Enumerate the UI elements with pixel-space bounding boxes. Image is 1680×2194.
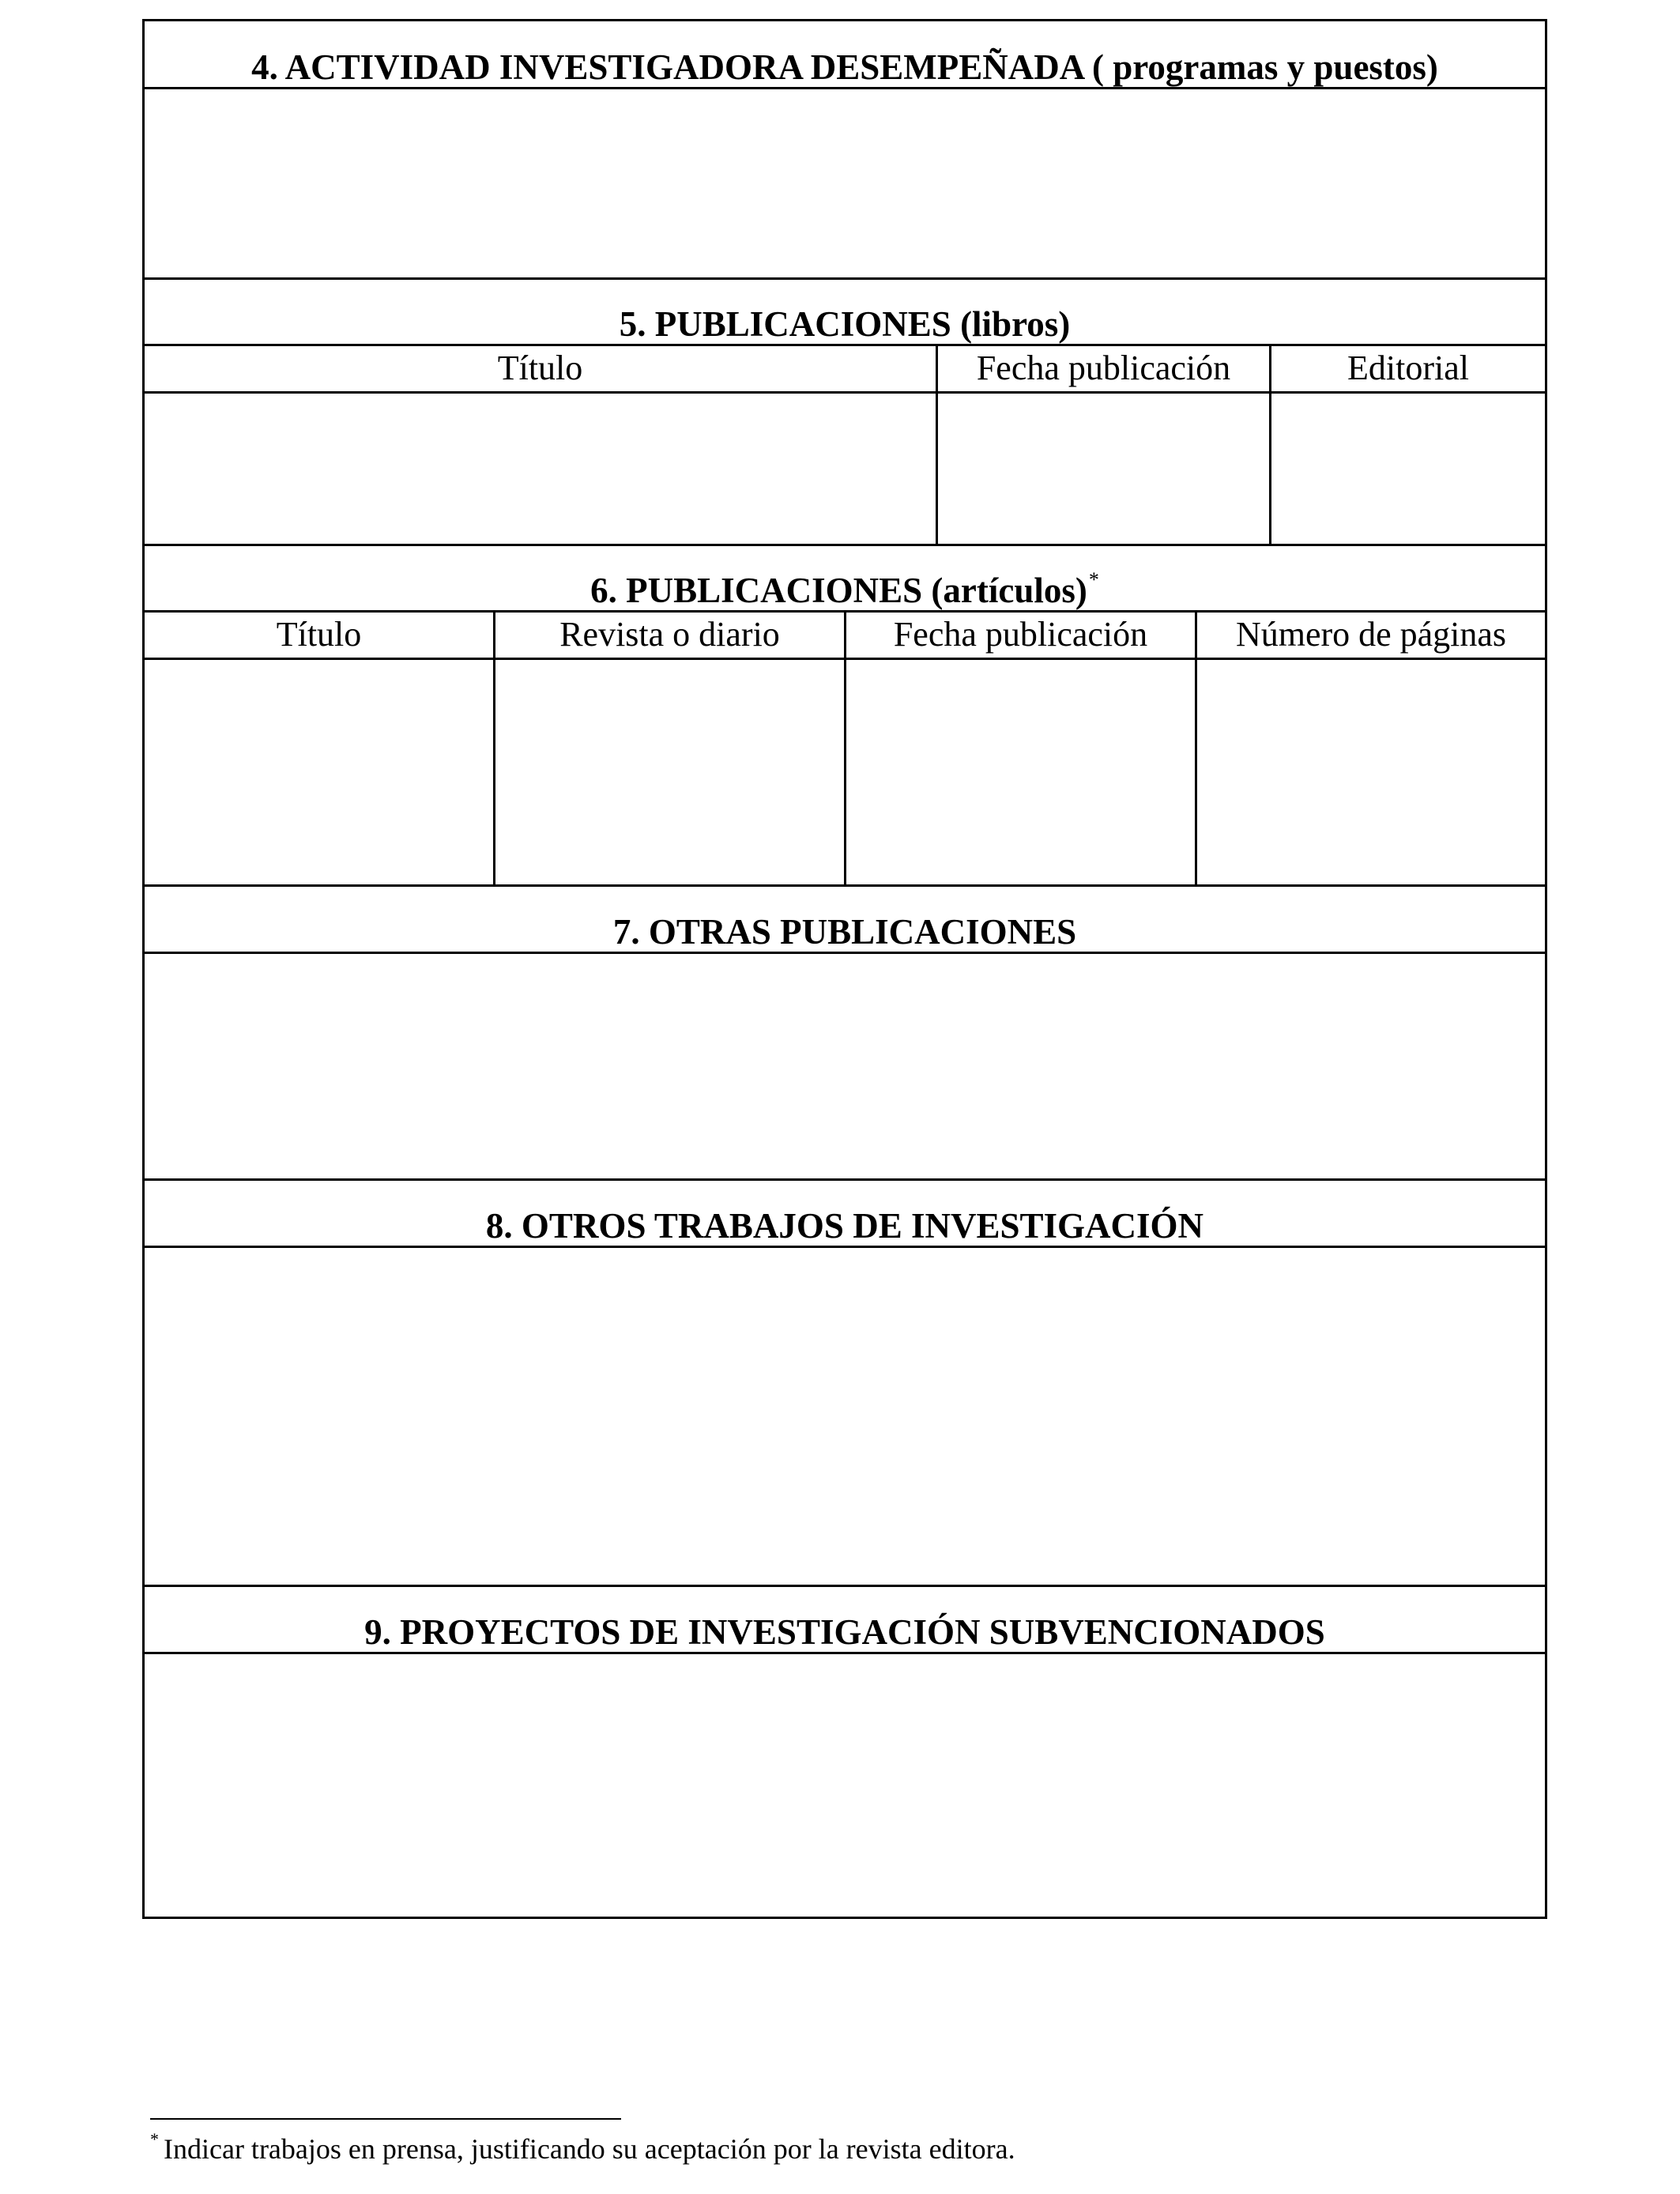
section-5-header-titulo: Título [145,346,938,391]
section-6-header-fecha: Fecha publicación [846,613,1197,658]
footnote-mark: * [150,2129,159,2149]
section-6-cell-revista[interactable] [495,660,846,884]
section-5-entry-row [145,394,1545,546]
section-6-column-headers [145,613,1545,660]
cv-form-table [142,19,1547,1919]
section-6-header-revista: Revista o diario [495,613,846,658]
section-6-title-text [590,568,1099,610]
footnote [150,2129,1015,2165]
section-7-title [145,887,1545,954]
section-4-title [145,21,1545,89]
footnote-text: Indicar trabajos en prensa, justificando su aceptación por la revista editora. [164,2133,1015,2165]
section-9-title-text: 9. PROYECTOS DE INVESTIGACIÓN SUBVENCIONADOS [364,1612,1325,1652]
section-4-title-text: 4. ACTIVIDAD INVESTIGADORA DESEMPEÑADA ( programas y puestos) [251,47,1438,87]
section-6-cell-titulo[interactable] [145,660,495,884]
section-5-cell-titulo[interactable] [145,394,938,544]
section-5-column-headers [145,346,1545,394]
section-6-header-titulo: Título [145,613,495,658]
section-5-header-fecha: Fecha publicación [938,346,1271,391]
section-6-header-paginas: Número de páginas [1235,615,1507,654]
section-8-entry-area[interactable] [145,1248,1545,1587]
section-9-title [145,1587,1545,1654]
section-5-title [145,280,1545,346]
section-9-entry-area[interactable] [145,1654,1545,1917]
section-7-title-text: 7. OTRAS PUBLICACIONES [612,912,1077,952]
section-8-title-text: 8. OTROS TRABAJOS DE INVESTIGACIÓN [485,1206,1204,1246]
section-6-title-label: 6. PUBLICACIONES (artículos) [590,571,1087,610]
section-6-cell-paginas[interactable] [1197,660,1545,884]
section-5-cell-fecha[interactable] [938,394,1271,544]
section-6-cell-fecha[interactable] [846,660,1197,884]
section-8-title [145,1181,1545,1248]
section-6-entry-row [145,660,1545,887]
section-6-title [145,546,1545,613]
section-4-entry-area[interactable] [145,89,1545,280]
footnote-divider [150,2118,621,2120]
section-6-footnote-mark: * [1088,568,1099,591]
section-5-header-editorial: Editorial [1347,349,1469,387]
section-5-title-text: 5. PUBLICACIONES (libros) [619,304,1071,344]
section-7-entry-area[interactable] [145,954,1545,1181]
section-5-cell-editorial[interactable] [1271,394,1545,544]
